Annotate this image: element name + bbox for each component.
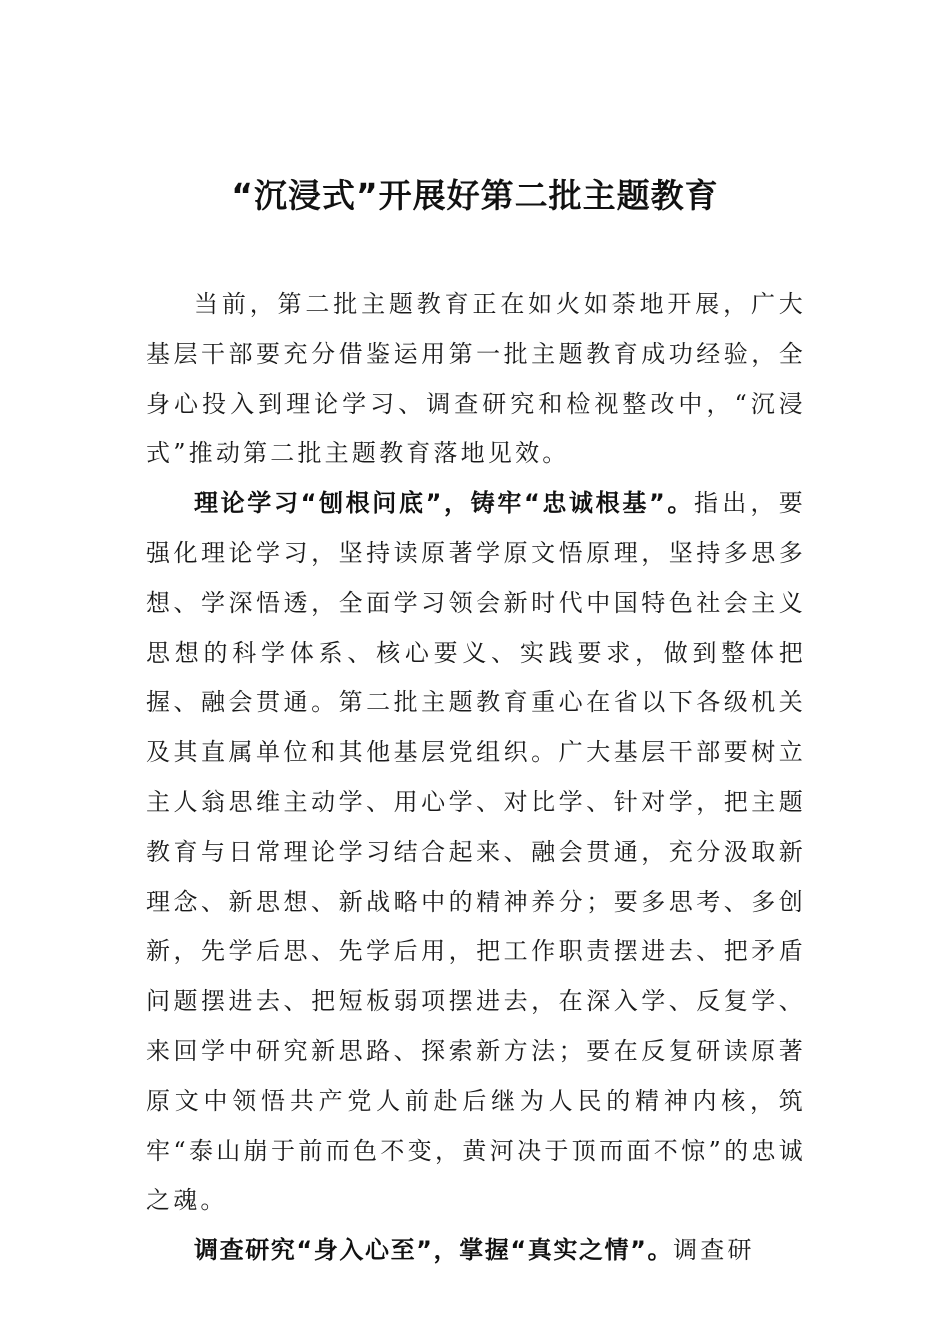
paragraph-theory-study — [146, 479, 806, 1226]
document-body — [146, 280, 806, 1276]
paragraph-text: 指出，要强化理论学习，坚持读原著学原文悟原理，坚持多思多想、学深悟透，全面学习领会新时代中国特色社会主义思想的科学体系、核心要义、实践要求，做到整体把握、融会贯通。第二批主题教育重心在省以下各级机关及其直属单位和其他基层党组织。广大基层干部要树立主人翁思维主动学、用心学、对比学、针对学，把主题教育与日常理论学习结合起来、融会贯通，充分汲取新理念、新思想、新战略中的精神养分；要多思考、多创新，先学后思、先学后用，把工作职责摆进去、把矛盾问题摆进去、把短板弱项摆进去，在深入学、反复学、来回学中研究新思路、探索新方法；要在反复研读原著原文中领悟共产党人前赴后继为人民的精神内核，筑牢“泰山崩于前而色不变，黄河决于顶而面不惊”的忠诚之魂。 — [146, 489, 806, 1215]
paragraph-lead-heading: 理论学习“刨根问底”，铸牢“忠诚根基”。 — [194, 489, 695, 518]
document-title: “沉浸式”开展好第二批主题教育 — [231, 176, 719, 215]
paragraph-text: 当前，第二批主题教育正在如火如荼地开展，广大基层干部要充分借鉴运用第一批主题教育成功经验，全身心投入到理论学习、调查研究和检视整改中，“沉浸式”推动第二批主题教育落地见效。 — [146, 290, 806, 468]
paragraph-intro — [146, 280, 806, 479]
paragraph-lead-heading: 调查研究“身入心至”，掌握“真实之情”。 — [194, 1236, 674, 1265]
paragraph-investigation — [146, 1226, 806, 1276]
paragraph-text: 调查研 — [673, 1236, 755, 1265]
